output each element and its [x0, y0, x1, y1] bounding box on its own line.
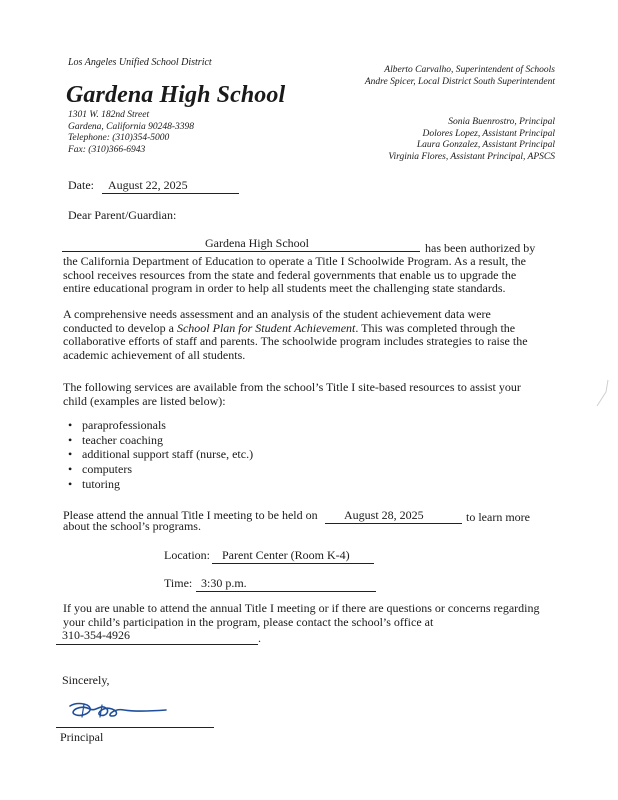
meeting-sentence-line-2: about the school’s programs.: [63, 519, 201, 533]
bullet-icon: •: [68, 462, 73, 477]
meeting-sentence-start: Please attend the annual Title I meeting to be held on: [63, 508, 318, 522]
superintendent-schools: Alberto Carvalho, Superintendent of Schools: [384, 65, 555, 75]
paragraph-2-start: A comprehensive needs assessment and an analysis of the student achievement data were conducted to develop a: [63, 307, 491, 335]
school-fill-in: Gardena High School: [205, 236, 309, 250]
contact-paragraph: If you are unable to attend the annual Title I meeting or if there are questions or concerns regarding your child’s participation in the program, please contact the school’s office at: [63, 601, 540, 629]
service-text: paraprofessionals: [82, 418, 166, 432]
phone-underline: [56, 644, 258, 645]
time-label: Time:: [164, 576, 193, 590]
greeting: Dear Parent/Guardian:: [68, 208, 177, 222]
meeting-date: August 28, 2025: [344, 508, 424, 522]
paragraph-2: [63, 308, 541, 362]
paragraph-1-tail: has been authorized by: [425, 241, 536, 255]
principal-signature: [66, 700, 171, 722]
bullet-icon: •: [68, 476, 73, 491]
location-underline: [212, 563, 374, 564]
school-fill-underline: [62, 251, 420, 252]
time-underline: [196, 591, 376, 592]
service-text: additional support staff (nurse, etc.): [82, 447, 254, 462]
location-value: Parent Center (Room K-4): [222, 548, 350, 562]
signer-title: Principal: [60, 730, 104, 744]
closing: Sincerely,: [62, 673, 110, 687]
list-item: [68, 462, 253, 477]
services-list: [68, 418, 253, 492]
paragraph-2-end: . This was completed through the collaborative efforts of staff and parents. The schoolwide program includes strategies to raise the academic achievement of all students.: [63, 320, 528, 362]
list-item: [68, 477, 253, 492]
paragraph-3: The following services are available from the school’s Title I site-based resources to assist your child (examples are listed below):: [63, 380, 521, 408]
list-item: [68, 447, 253, 462]
bullet-icon: •: [68, 447, 73, 462]
service-text: computers: [82, 462, 132, 477]
service-text: teacher coaching: [82, 432, 163, 447]
phone-period: .: [258, 631, 261, 645]
superintendent-local: Andre Spicer, Local District South Superintendent: [364, 76, 555, 87]
meeting-date-underline: [325, 523, 462, 524]
list-item: [68, 418, 253, 433]
scan-mark: [594, 378, 610, 408]
superintendents-block: [365, 65, 555, 88]
service-text: tutoring: [82, 476, 120, 491]
address-city: Gardena, California 90248-3398: [68, 121, 195, 132]
list-item: [68, 433, 253, 448]
bullet-icon: •: [68, 432, 73, 447]
date-label: Date:: [68, 178, 94, 192]
address-fax: Fax: (310)366-6943: [68, 144, 146, 155]
paragraph-1: the California Department of Education to operate a Title I Schoolwide Program. As a result, the school receives resources from the state and federal governments that enable us to upgrade the entire educational program in order to help all students meet the challenging state standards.: [63, 254, 526, 295]
admin-assistant-3: Virginia Flores, Assistant Principal, APSCS: [388, 151, 555, 162]
time-value: 3:30 p.m.: [201, 576, 247, 590]
plan-title: School Plan for Student Achievement: [176, 320, 356, 335]
admin-assistant-1: Dolores Lopez, Assistant Principal: [422, 128, 555, 139]
address-telephone: Telephone: (310)354-5000: [68, 133, 170, 143]
date-underline: [102, 193, 239, 194]
date-value: August 22, 2025: [108, 178, 188, 192]
school-phone: 310-354-4926: [62, 628, 130, 642]
admin-assistant-2: Laura Gonzalez, Assistant Principal: [416, 140, 555, 150]
admin-principal: Sonia Buenrostro, Principal: [448, 117, 555, 127]
school-name-heading: Gardena High School: [66, 82, 286, 108]
district-name: Los Angeles Unified School District: [68, 57, 212, 68]
administrators-block: [388, 117, 555, 163]
location-label: Location:: [164, 548, 210, 562]
signature-line: [56, 727, 214, 728]
school-address: [68, 110, 194, 156]
address-street: 1301 W. 182nd Street: [68, 110, 150, 120]
meeting-sentence-tail: to learn more: [466, 510, 530, 524]
bullet-icon: •: [68, 418, 73, 432]
